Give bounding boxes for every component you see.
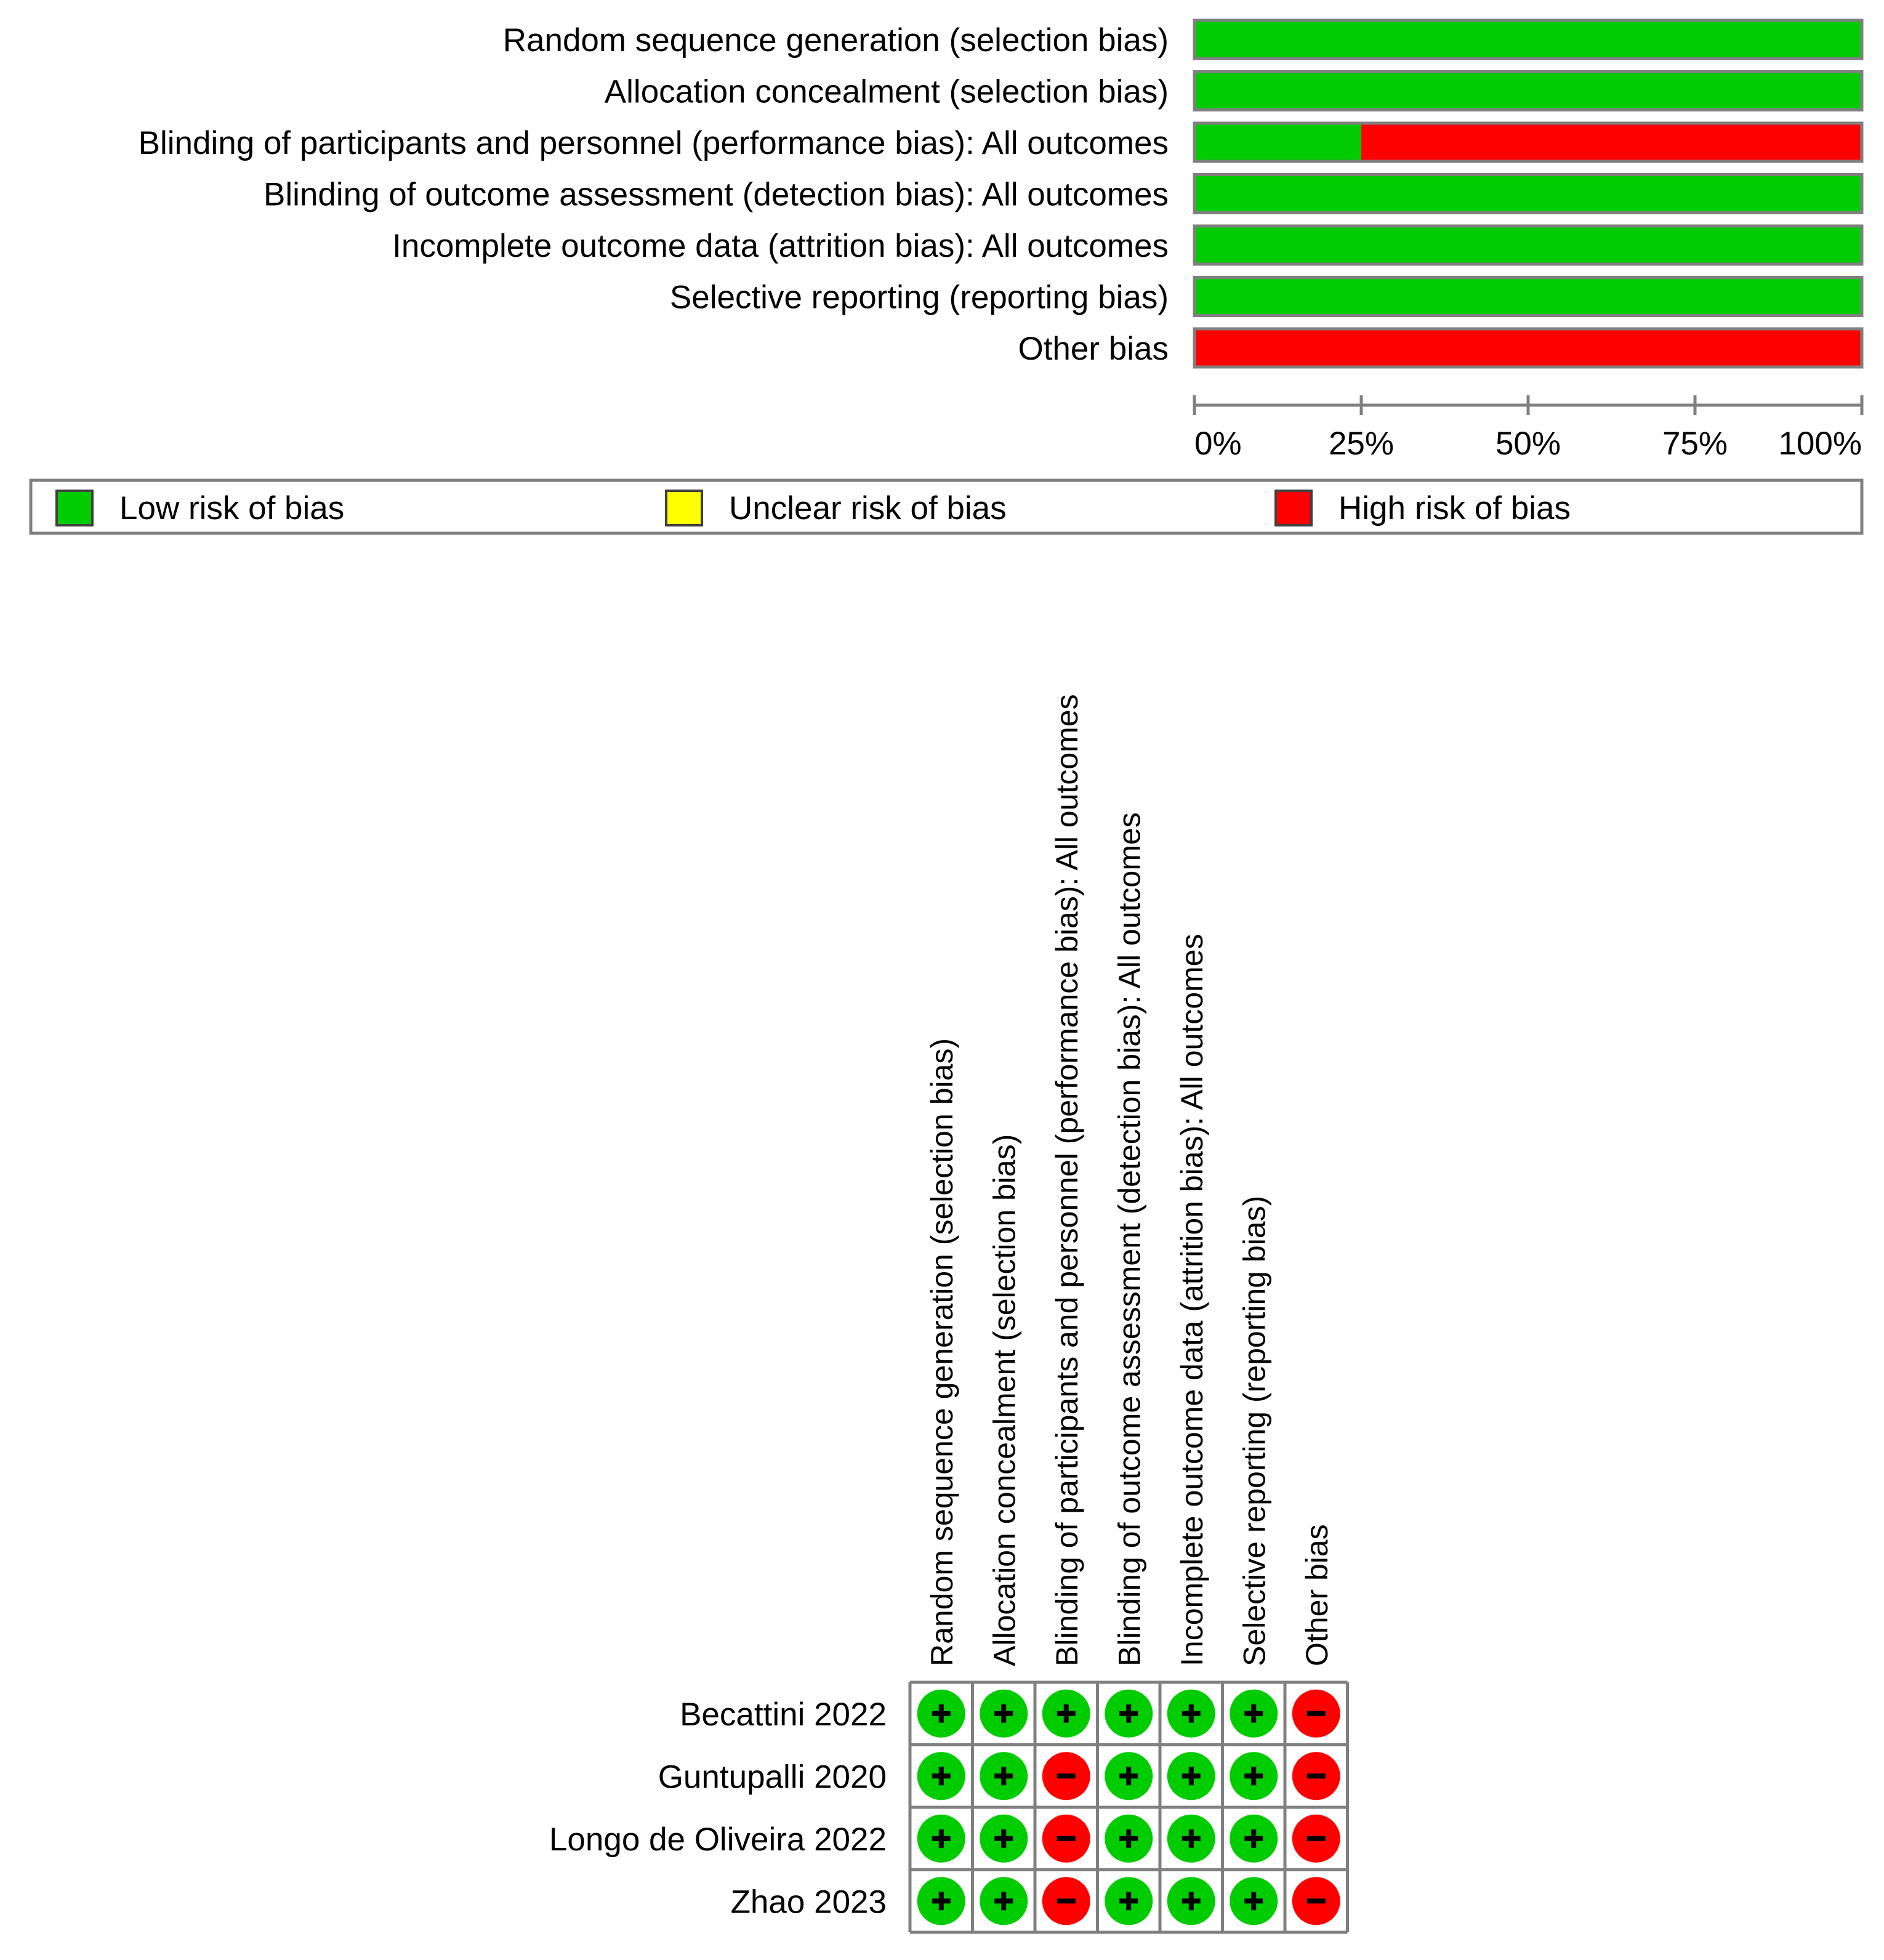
study-label: Longo de Oliveira 2022 [549,1821,887,1858]
bar-segment-high [1194,329,1862,367]
plus-icon [939,1767,944,1785]
bar-category-label: Random sequence generation (selection bias) [502,22,1169,59]
legend-swatch-unclear [666,491,702,525]
x-tick-label: 100% [1778,425,1862,462]
judgement-low [1105,1815,1153,1863]
x-tick-label: 0% [1194,425,1242,462]
study-label: Zhao 2023 [730,1884,887,1921]
judgement-low [1167,1690,1215,1738]
minus-icon [1307,1836,1326,1841]
plus-icon [1189,1829,1194,1848]
judgement-low [917,1815,965,1863]
column-header: Random sequence generation (selection bias) [924,1038,959,1666]
judgement-low [917,1752,965,1800]
plus-icon [1251,1829,1256,1848]
bar-category-label: Selective reporting (reporting bias) [669,279,1169,316]
judgement-high [1292,1815,1340,1863]
x-tick-label: 25% [1328,425,1395,462]
judgement-high [1042,1877,1090,1925]
column-header: Blinding of outcome assessment (detection bias): All outcomes [1112,812,1147,1666]
study-label: Guntupalli 2020 [658,1759,887,1796]
judgement-low [917,1877,965,1925]
plus-icon [1189,1704,1194,1723]
legend-swatch-high [1276,491,1311,525]
minus-icon [1307,1773,1326,1778]
minus-icon [1057,1836,1076,1841]
minus-icon [1057,1898,1076,1903]
bar-segment-low [1194,72,1862,110]
bar-segment-low [1194,175,1862,213]
plus-icon [1126,1892,1131,1910]
judgement-high [1042,1752,1090,1800]
bar-segment-low [1194,123,1361,161]
column-header: Blinding of participants and personnel (performance bias): All outcomes [1049,694,1084,1666]
column-header: Allocation concealment (selection bias) [987,1134,1022,1666]
plus-icon [1001,1892,1006,1910]
judgement-low [1105,1752,1153,1800]
judgement-low [1167,1815,1215,1863]
judgement-high [1042,1815,1090,1863]
judgement-low [917,1690,965,1738]
bar-segment-low [1194,226,1862,264]
column-header: Selective reporting (reporting bias) [1237,1195,1272,1666]
bar-segment-low [1194,278,1862,316]
legend [31,480,1862,533]
judgement-low [1230,1815,1278,1863]
plus-icon [1126,1829,1131,1848]
plus-icon [1001,1704,1006,1723]
judgement-low [1105,1690,1153,1738]
judgement-high [1292,1690,1340,1738]
column-header: Incomplete outcome data (attrition bias): All outcomes [1174,934,1209,1666]
risk-of-bias-bar-chart [139,20,1862,462]
study-label: Becattini 2022 [680,1696,887,1733]
risk-of-bias-summary-table [549,694,1348,1932]
judgement-low [1167,1877,1215,1925]
plus-icon [939,1704,944,1723]
plus-icon [1251,1892,1256,1910]
plus-icon [1001,1829,1006,1848]
plus-icon [1001,1767,1006,1785]
judgement-high [1292,1877,1340,1925]
plus-icon [1064,1704,1069,1723]
bar-category-label: Incomplete outcome data (attrition bias): All outcomes [392,228,1169,265]
judgement-low [980,1690,1028,1738]
judgement-low [1042,1690,1090,1738]
bar-category-label: Blinding of outcome assessment (detection bias): All outcomes [263,176,1169,213]
plus-icon [1251,1704,1256,1723]
bar-segment-low [1194,20,1862,58]
judgement-low [1167,1752,1215,1800]
legend-label: High risk of bias [1339,490,1571,526]
plus-icon [939,1829,944,1848]
minus-icon [1057,1773,1076,1778]
plus-icon [1251,1767,1256,1785]
plus-icon [1126,1704,1131,1723]
judgement-low [1230,1690,1278,1738]
plus-icon [1189,1892,1194,1910]
plus-icon [1189,1767,1194,1785]
judgement-low [980,1815,1028,1863]
minus-icon [1307,1711,1326,1716]
column-header: Other bias [1299,1524,1334,1666]
judgement-low [1230,1752,1278,1800]
bar-category-label: Allocation concealment (selection bias) [604,73,1169,110]
plus-icon [1126,1767,1131,1785]
legend-swatch-low [57,491,92,525]
bar-category-label: Other bias [1018,331,1169,368]
minus-icon [1307,1898,1326,1903]
plus-icon [939,1892,944,1910]
judgement-high [1292,1752,1340,1800]
bar-segment-high [1361,123,1862,161]
x-tick-label: 75% [1662,425,1728,462]
x-tick-label: 50% [1495,425,1561,462]
judgement-low [1230,1877,1278,1925]
legend-label: Unclear risk of bias [729,490,1007,526]
judgement-low [980,1752,1028,1800]
judgement-low [980,1877,1028,1925]
judgement-low [1105,1877,1153,1925]
bar-category-label: Blinding of participants and personnel (performance bias): All outcomes [138,125,1169,162]
legend-label: Low risk of bias [119,490,345,526]
